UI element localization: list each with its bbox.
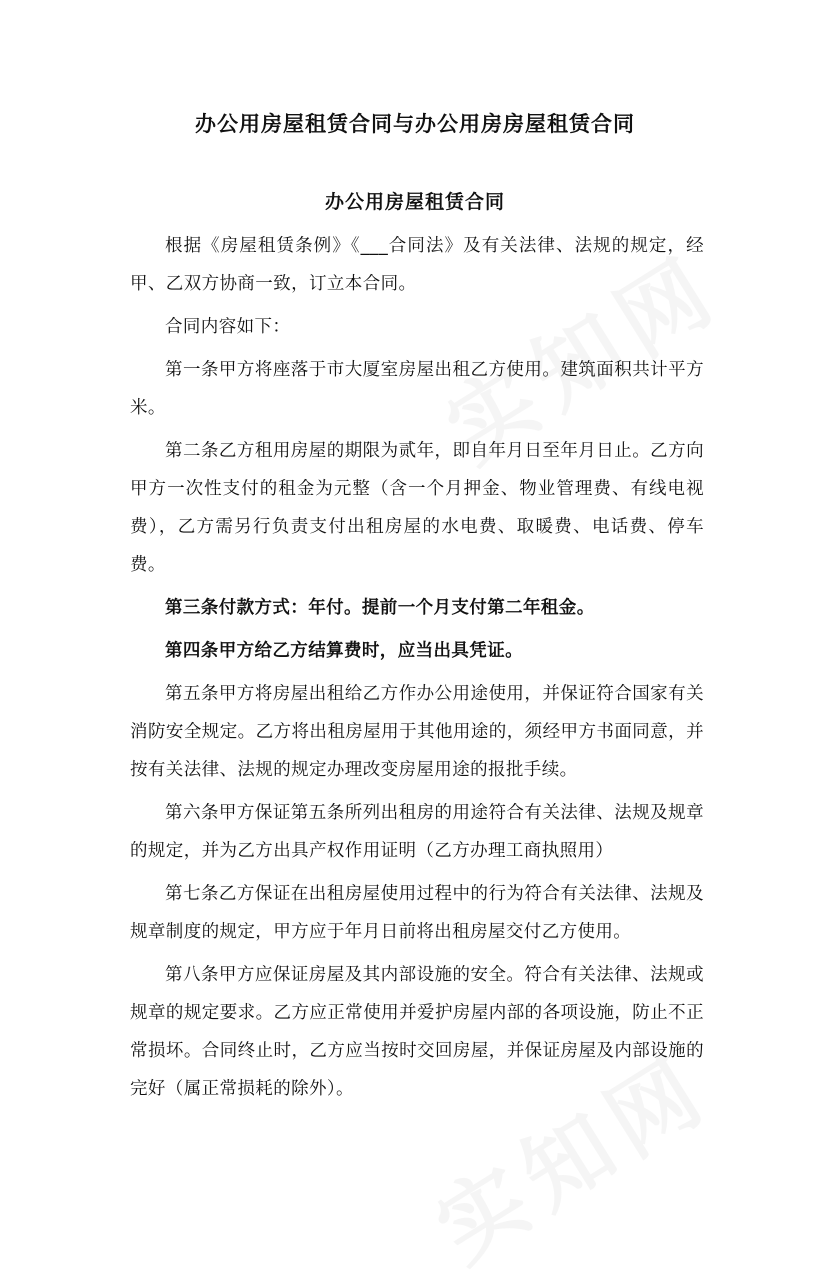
paragraph-article-8: 第八条甲方应保证房屋及其内部设施的安全。符合有关法律、法规或规章的规定要求。乙方应正常使用并爱护房屋内部的各项设施，防止不正常损坏。合同终止时，乙方应当按时交回房屋，并保证房屋及内部设施的完好（属正常损耗的除外）。: [130, 965, 704, 1099]
paragraph-preamble: 根据《房屋租赁条例》《___合同法》及有关法律、法规的规定，经甲、乙双方协商一致，订立本合同。: [130, 236, 704, 294]
document-title: 办公用房屋租赁合同与办公用房房屋租赁合同: [195, 112, 635, 136]
paragraph-article-7: 第七条乙方保证在出租房屋使用过程中的行为符合有关法律、法规及规章制度的规定，甲方应于年月日前将出租房屋交付乙方使用。: [130, 884, 704, 942]
paragraph-article-2: 第二条乙方租用房屋的期限为贰年，即自年月日至年月日止。乙方向甲方一次性支付的租金为元整（含一个月押金、物业管理费、有线电视费），乙方需另行负责支付出租房屋的水电费、取暖费、电话费、停车费。: [130, 441, 704, 575]
paragraph-article-4: 第四条甲方给乙方结算费时，应当出具凭证。: [165, 641, 523, 661]
paragraph-article-6: 第六条甲方保证第五条所列出租房的用途符合有关法律、法规及规章的规定，并为乙方出具产权作用证明（乙方办理工商执照用）: [130, 803, 704, 861]
paragraph-article-5: 第五条甲方将房屋出租给乙方作办公用途使用，并保证符合国家有关消防安全规定。乙方将出租房屋用于其他用途的，须经甲方书面同意，并按有关法律、法规的规定办理改变房屋用途的报批手续。: [130, 684, 704, 780]
contract-title: 办公用房屋租赁合同: [324, 191, 505, 213]
paragraph-article-3: 第三条付款方式：年付。提前一个月支付第二年租金。: [165, 598, 595, 618]
paragraph-intro: 合同内容如下：: [165, 317, 291, 337]
paragraph-article-1: 第一条甲方将座落于市大厦室房屋出租乙方使用。建筑面积共计平方米。: [130, 360, 704, 418]
contract-body: [130, 227, 704, 1113]
